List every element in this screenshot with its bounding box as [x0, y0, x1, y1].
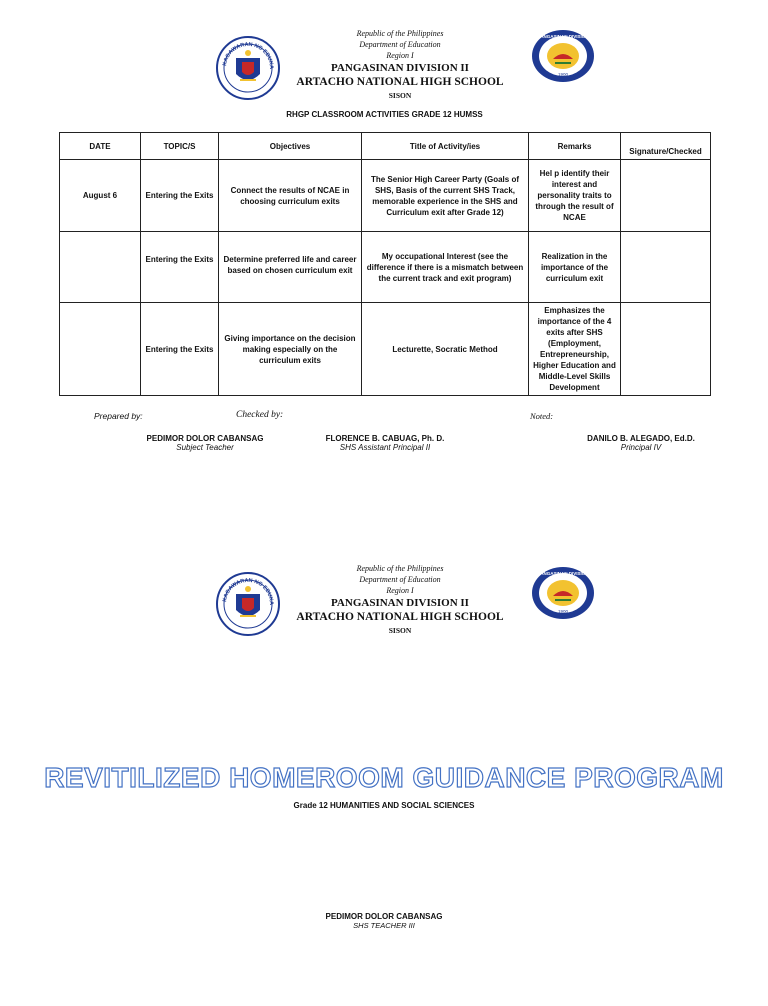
svg-text:KAGAWARAN NG EDUKASYON: KAGAWARAN NG EDUKA: [222, 41, 275, 70]
division-name: PANGASINAN DIVISION II: [331, 62, 469, 74]
cell-topic: Entering the Exits: [141, 160, 219, 232]
cell-title: The Senior High Career Party (Goals of SHS, Basis of the current SHS Track, memorable experience in the SHS and Curriculum exit after Grade 12): [362, 160, 529, 232]
noted-signatory: [566, 434, 716, 452]
cell-remarks: Realization in the importance of the curriculum exit: [529, 232, 621, 303]
noted-role: Principal IV: [620, 443, 662, 452]
noted-name: DANILO B. ALEGADO, Ed.D.: [587, 434, 695, 443]
town-name: SISON: [388, 626, 412, 635]
cell-topic: Entering the Exits: [141, 232, 219, 303]
col-header-title: Title of Activity/ies: [362, 133, 529, 160]
noted-label: Noted:: [530, 411, 554, 421]
col-header-topic: TOPIC/S: [141, 133, 219, 160]
cell-objective: Giving importance on the decision making especially on the curriculum exits: [219, 303, 362, 396]
prepared-name: PEDIMOR DOLOR CABANSAG: [146, 434, 264, 443]
col-header-remarks: Remarks: [529, 133, 621, 160]
col-header-signature: Signature/Checked: [621, 133, 711, 160]
checked-signatory: [300, 434, 470, 452]
letterhead-cover: [250, 563, 550, 635]
region-line: Region I: [386, 51, 414, 60]
school-name: ARTACHO NATIONAL HIGH SCHOOL: [296, 76, 504, 88]
teacher-role: SHS TEACHER III: [353, 921, 415, 930]
program-title: REVITILIZED HOMEROOM GUIDANCE PROGRAM: [44, 762, 724, 793]
program-subtitle: Grade 12 HUMANITIES AND SOCIAL SCIENCES: [293, 801, 475, 810]
cell-signature: [621, 232, 711, 303]
cover-teacher: [284, 912, 484, 930]
cell-remarks: Hel p identify their interest and personality traits to through the result of NCAE: [529, 160, 621, 232]
cell-date: [60, 303, 141, 396]
col-header-date: DATE: [60, 133, 141, 160]
prepared-by-label: Prepared by:: [94, 411, 143, 421]
cell-topic: Entering the Exits: [141, 303, 219, 396]
table-header-row: [60, 133, 711, 160]
col-header-objectives: Objectives: [219, 133, 362, 160]
cell-objective: Determine preferred life and career based on chosen curriculum exit: [219, 232, 362, 303]
department-line: Department of Education: [359, 40, 441, 49]
svg-text:PANGASINAN DIVISION: PANGASINAN DIVISION: [537, 34, 589, 39]
table-row: [60, 160, 711, 232]
cell-remarks: Emphasizes the importance of the 4 exits after SHS (Employment, Entrepreneurship, Higher Education and Middle-Level Skills Development: [529, 303, 621, 396]
cell-signature: [621, 303, 711, 396]
department-line: Department of Education: [359, 575, 441, 584]
teacher-name: PEDIMOR DOLOR CABANSAG: [325, 912, 443, 921]
checked-role: SHS Assistant Principal II: [339, 443, 431, 452]
town-name: SISON: [388, 91, 412, 100]
republic-line: Republic of the Philippines: [356, 29, 444, 38]
svg-text:1900: 1900: [557, 72, 569, 77]
checked-by-label: Checked by:: [236, 410, 284, 420]
table-row: [60, 232, 711, 303]
checked-name: FLORENCE B. CABUAG, Ph. D.: [325, 434, 445, 443]
cell-signature: [621, 160, 711, 232]
prepared-role: Subject Teacher: [176, 443, 234, 452]
document-title: RHGP CLASSROOM ACTIVITIES GRADE 12 HUMSS: [286, 110, 483, 119]
cell-title: Lecturette, Socratic Method: [362, 303, 529, 396]
cell-title: My occupational Interest (see the difference if there is a mismatch between the current track and exit program): [362, 232, 529, 303]
region-line: Region I: [386, 586, 414, 595]
cell-date: August 6: [60, 160, 141, 232]
svg-text:1900: 1900: [557, 609, 569, 614]
table-row: [60, 303, 711, 396]
letterhead: [250, 28, 550, 100]
republic-line: Republic of the Philippines: [356, 564, 444, 573]
school-name: ARTACHO NATIONAL HIGH SCHOOL: [296, 611, 504, 623]
cell-objective: Connect the results of NCAE in choosing curriculum exits: [219, 160, 362, 232]
activities-table: [59, 132, 711, 396]
cell-date: [60, 232, 141, 303]
svg-text:KAGAWARAN NG EDUKASYON: KAGAWARAN NG EDUKA: [222, 577, 275, 606]
prepared-signatory: [120, 434, 290, 452]
division-name: PANGASINAN DIVISION II: [331, 597, 469, 609]
svg-text:PANGASINAN DIVISION: PANGASINAN DIVISION: [537, 571, 589, 576]
